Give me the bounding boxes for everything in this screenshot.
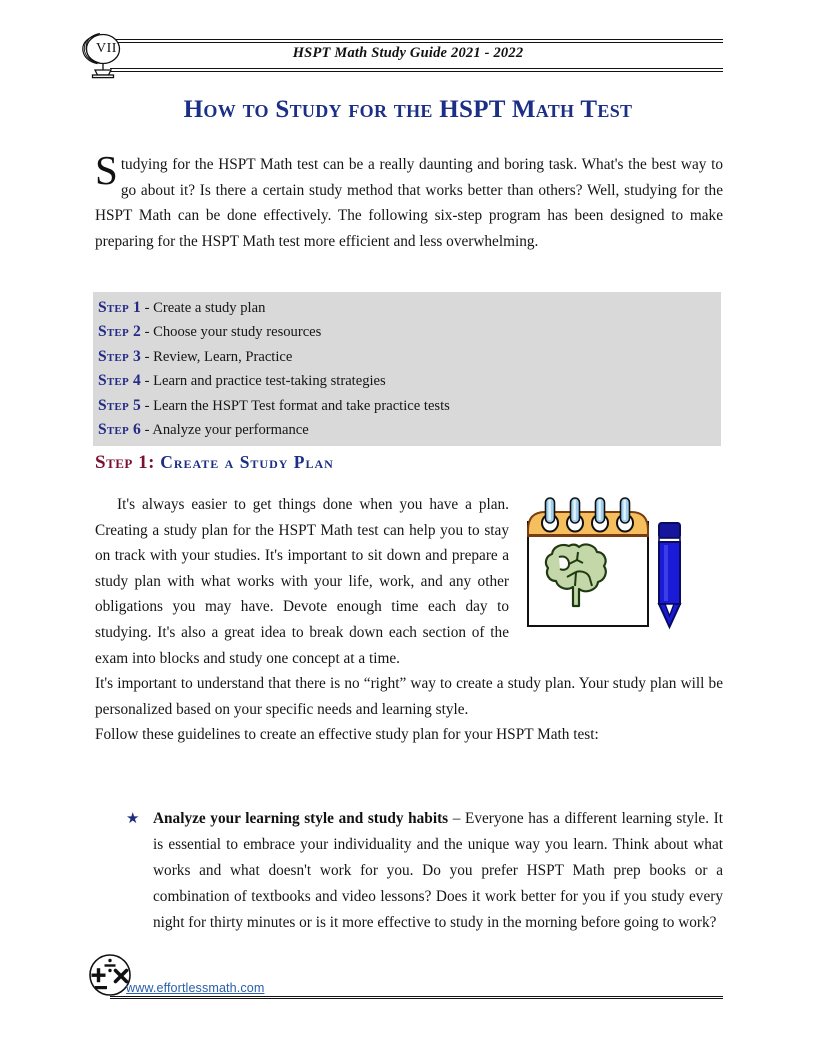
guidelines-list — [126, 806, 723, 936]
star-bullet-icon: ★ — [126, 811, 140, 827]
intro-text: tudying for the HSPT Math test can be a really daunting and boring task. What's the best way to go about it? Is there a certain study method that works better than others? Well, studying for the HSPT Math can be done effectively. The following six-step program has been designed to make preparing for the HSPT Math test more efficient and less overwhelming. — [95, 156, 723, 250]
list-item-lead: Analyze your learning style and study habits — [153, 810, 449, 827]
step-label: Step 6 — [98, 421, 141, 439]
steps-overview-box — [93, 292, 721, 446]
page-footer — [93, 952, 723, 1008]
website-url-link[interactable]: www.effortlessmath.com — [126, 981, 265, 995]
step-description: - Choose your study resources — [140, 324, 322, 341]
section-heading-text: Create a Study Plan — [160, 452, 334, 472]
notepad-brain-pencil-illustration — [523, 496, 723, 656]
step-list-item — [93, 296, 721, 320]
step-description: - Learn and practice test-taking strategies — [140, 373, 386, 390]
section-paragraph-2: It's important to understand that there is no “right” way to create a study plan. Your study plan will be personalized based on your specific needs and learning style. — [95, 675, 723, 718]
step-description: - Create a study plan — [140, 300, 266, 316]
step-description: - Learn the HSPT Test format and take practice tests — [140, 397, 450, 414]
step-list-item — [93, 418, 721, 442]
step-label: Step 5 — [98, 396, 141, 414]
step-list-item — [93, 345, 721, 369]
step-list-item — [93, 394, 721, 418]
step-description: - Review, Learn, Practice — [140, 348, 293, 365]
page-title: How to Study for the HSPT Math Test — [183, 96, 633, 123]
footer-rule — [110, 996, 723, 999]
section-heading — [95, 452, 334, 474]
step-label: Step 3 — [98, 347, 141, 365]
step-list-item — [93, 320, 721, 344]
header-rule-bottom — [110, 68, 723, 72]
step-description: - Analyze your performance — [140, 422, 309, 439]
list-item — [126, 806, 723, 936]
page-header — [93, 36, 723, 76]
step-label: Step 1 — [98, 299, 141, 316]
globe-icon — [77, 30, 133, 86]
header-rule-top — [110, 39, 723, 43]
section-heading-number: Step 1: — [95, 452, 155, 473]
section-body — [95, 492, 723, 748]
running-header-title: HSPT Math Study Guide 2021 - 2022 — [292, 45, 524, 61]
step-label: Step 4 — [98, 372, 141, 390]
drop-cap: S — [95, 147, 118, 193]
section-paragraph-3: Follow these guidelines to create an effective study plan for your HSPT Math test: — [95, 726, 599, 744]
step-label: Step 2 — [98, 323, 141, 341]
intro-paragraph — [95, 147, 723, 254]
section-paragraph-1: It's always easier to get things done when you have a plan. Creating a study plan for the HSPT Math test can help you to stay on track with your studies. It's important to sit down and prepare a study plan with what works with your life, work, and any other obligations you may have. Devote enough time each day to studying. It's also a great idea to break down each section of the exam into blocks and study one concept at a time. — [95, 496, 509, 667]
step-list-item — [93, 369, 721, 393]
chapter-numeral: VII — [96, 41, 117, 56]
list-item-text: – Everyone has a different learning style. It is essential to embrace your individuality and the unique way you learn. Think about what works and what doesn't work for you. Do you prefer HSPT Math prep books or a combination of textbooks and video lessons? Does it work better for you if you study every night for thirty minutes or is it more effective to study in the morning before going to work? — [153, 810, 724, 931]
